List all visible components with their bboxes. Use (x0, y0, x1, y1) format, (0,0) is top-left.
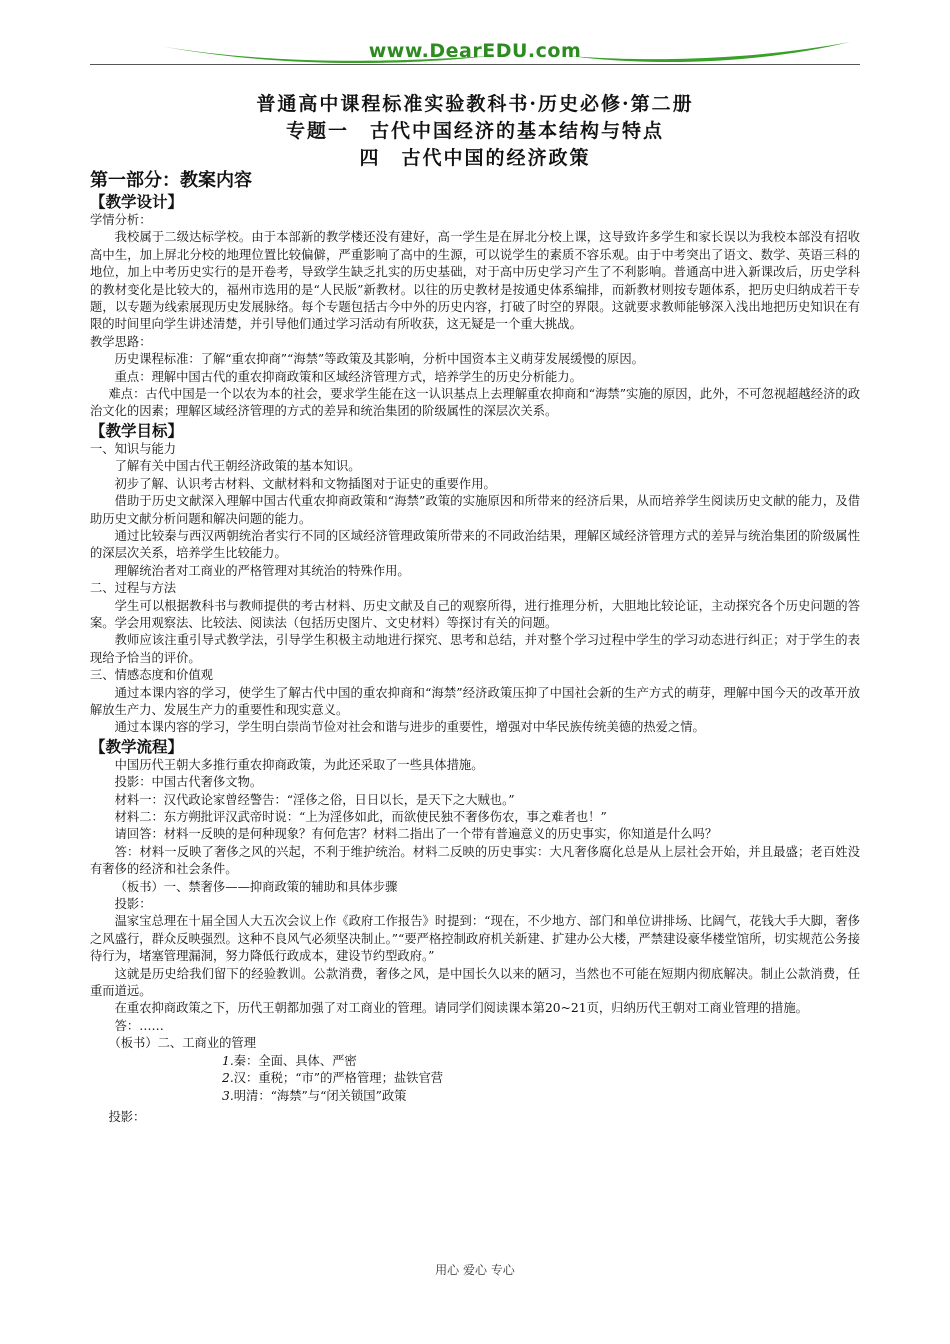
board-list-item (90, 1053, 860, 1070)
projection-label: 投影：中国古代奢侈文物。 (114, 775, 263, 790)
site-url[interactable]: www.DearEDU.com (368, 40, 582, 62)
projection-label: 投影： (108, 1109, 146, 1124)
goal-1-item: 通过比较秦与西汉两朝统治者实行不同的区域经济管理政策所带来的不同政治结果，理解区域经济管理方式的差异与统治集团的阶级属性的深层次关系，培养学生比较能力。 (90, 528, 860, 561)
goal-2-item: 学生可以根据教科书与教师提供的考古材料、历史文献及自己的观察所得，进行推理分析，大胆地比较论证，主动探究各个历史问题的答案。学会用观察法、比较法、阅读法（包括历史图片、文史材料）等探讨有关的问题。 (90, 598, 860, 630)
board-note-1: （板书）一、禁奢侈——抑商政策的辅助和具体步骤 (114, 879, 398, 894)
section-heading-flow: 【教学流程】 (90, 737, 184, 756)
question-text: 请回答：材料一反映的是何种现象？有何危害？材料二指出了一个带有普遍意义的历史事实，你知道是什么吗？ (114, 827, 718, 842)
site-header (90, 34, 860, 70)
part-title: 第一部分：教案内容 (90, 170, 252, 191)
goal-3-title: 三、情感态度和价值观 (90, 668, 213, 683)
analysis-label: 学情分析： (90, 213, 152, 227)
section-heading-goals: 【教学目标】 (90, 421, 184, 440)
board-note-2: （板书）二、工商业的管理 (108, 1036, 257, 1051)
material-two: 材料二：东方朔批评汉武帝时说：“上为淫侈如此，而欲使民独不奢侈伤农，事之难者也！” (114, 810, 607, 824)
management-text: 在重农抑商政策之下，历代王朝都加强了对工商业的管理。请同学们阅读课本第20~21页，归纳历代王朝对工商业管理的措施。 (114, 1001, 808, 1016)
goal-3-item: 通过本课内容的学习，使学生了解古代中国的重农抑商和“海禁”经济政策压抑了中国社会新的生产方式的萌芽，理解中国今天的改革开放解放生产力、发展生产力的重要性和现实意义。 (90, 685, 860, 717)
goal-2-title: 二、过程与方法 (90, 581, 177, 596)
answer-text: 答：材料一反映了奢侈之风的兴起，不利于维护统治。材料二反映的历史事实：大凡奢侈腐化总是从上层社会开始，并且最盛；老百姓没有奢侈的经济和社会条件。 (90, 844, 860, 877)
board-list-item (90, 1070, 860, 1087)
section-heading-design: 【教学设计】 (90, 193, 184, 211)
textbook-title: 普通高中课程标准实验教科书·历史必修·第二册 (256, 93, 694, 115)
board-item-text: 秦：全面、具体、严密 (233, 1053, 357, 1068)
lesson-text: 这就是历史给我们留下的经验教训。公款消费，奢侈之风，是中国长久以来的陋习，当然也不可能在短期内彻底解决。制止公款消费，任重而道远。 (90, 966, 860, 999)
board-item-text: 明清：“海禁”与“闭关锁国”政策 (233, 1088, 407, 1103)
board-item-number: 1. (222, 1053, 234, 1068)
goal-1-item: 了解有关中国古代王朝经济政策的基本知识。 (114, 459, 361, 474)
quotation-text: 温家宝总理在十届全国人大五次会议上作《政府工作报告》时提到：“现在，不少地方、部门和单位讲排场、比阔气，花钱大手大脚，奢侈之风盛行，群众反映强烈。这种不良风气必须坚决制止。”“要严格控制政府机关新建、扩建办公大楼，严禁建设豪华楼堂馆所，切实规范公务接待行为，堵塞管理漏洞，努力降低行政成本，建设节约型政府。” (90, 914, 860, 964)
goal-1-item: 理解统治者对工商业的严格管理对其统治的特殊作用。 (114, 563, 410, 578)
goal-1-item: 初步了解、认识考古材料、文献材料和文物插图对于证史的重要作用。 (114, 476, 496, 491)
header-divider (90, 64, 860, 65)
lesson-plan-body (90, 170, 860, 1126)
document-titles (90, 91, 860, 172)
board-item-number: 3. (222, 1088, 234, 1103)
material-one: 材料一：汉代政论家曾经警告：“淫侈之俗，日日以长，是天下之大贼也。” (114, 792, 515, 807)
goal-1-item: 借助于历史文献深入理解中国古代重农抑商政策和“海禁”政策的实施原因和所带来的经济后果，从而培养学生阅读历史文献的能力，及借助历史文献分析问题和解决问题的能力。 (90, 494, 860, 526)
topic-title: 专题一 古代中国经济的基本结构与特点 (285, 120, 664, 142)
board-item-text: 汉：重税；“市”的严格管理；盐铁官营 (233, 1071, 444, 1086)
difficult-points: 难点：古代中国是一个以农为本的社会，要求学生能在这一认识基点上去理解重农抑商和“海禁”实施的原因，此外，不可忽视超越经济的政治文化的因素；理解区域经济管理的方式的差异和统治集团的阶级属性的深层次关系。 (90, 387, 860, 419)
goal-1-title: 一、知识与能力 (90, 441, 177, 456)
board-item-number: 2. (222, 1071, 234, 1086)
page-footer: 用心 爱心 专心 (435, 1263, 515, 1277)
projection-label: 投影： (114, 897, 152, 912)
ideas-label: 教学思路： (90, 334, 152, 349)
flow-intro: 中国历代王朝大多推行重农抑商政策，为此还采取了一些具体措施。 (114, 757, 484, 772)
curriculum-standard: 历史课程标准：了解“重农抑商”“海禁”等政策及其影响，分析中国资本主义萌芽发展缓慢的原因。 (114, 352, 644, 367)
answer-placeholder: 答：…… (114, 1018, 164, 1033)
key-points: 重点：理解中国古代的重农抑商政策和区域经济管理方式，培养学生的历史分析能力。 (114, 369, 582, 384)
board-list-item (90, 1088, 860, 1105)
goal-3-item: 通过本课内容的学习，学生明白崇尚节俭对社会和谐与进步的重要性，增强对中华民族传统美德的热爱之情。 (114, 720, 705, 735)
goal-2-item: 教师应该注重引导式教学法，引导学生积极主动地进行探究、思考和总结，并对整个学习过程中学生的学习动态进行纠正；对于学生的表现给予恰当的评价。 (90, 633, 860, 665)
lesson-title: 四 古代中国的经济政策 (359, 147, 591, 169)
analysis-text: 我校属于二级达标学校。由于本部新的教学楼还没有建好，高一学生是在屏北分校上课，这导致许多学生和家长误以为我校本部没有招收高中生，加上屏北分校的地理位置比较偏僻，严重影响了高中的生源，可以说学生的素质不容乐观。由于中考突出了语文、数学、英语三科的地位，加上中考历史实行的是开卷考，导致学生缺乏扎实的历史基础，对于高中历史学习产生了不利影响。普通高中进入新课改后，历史学科的教材变化是比较大的，福州市选用的是“人民版”新教材。以往的历史教材是按通史体系编排，而新教材则按专题体系，把历史归纳成若干专题，以专题为线索展现历史发展脉络。每个专题包括古今中外的历史内容，打破了时空的界限。这就要求教师能够深入浅出地把历史知识在有限的时间里向学生讲述清楚，并引导他们通过学习活动有所收获，这无疑是一个重大挑战。 (90, 230, 860, 332)
